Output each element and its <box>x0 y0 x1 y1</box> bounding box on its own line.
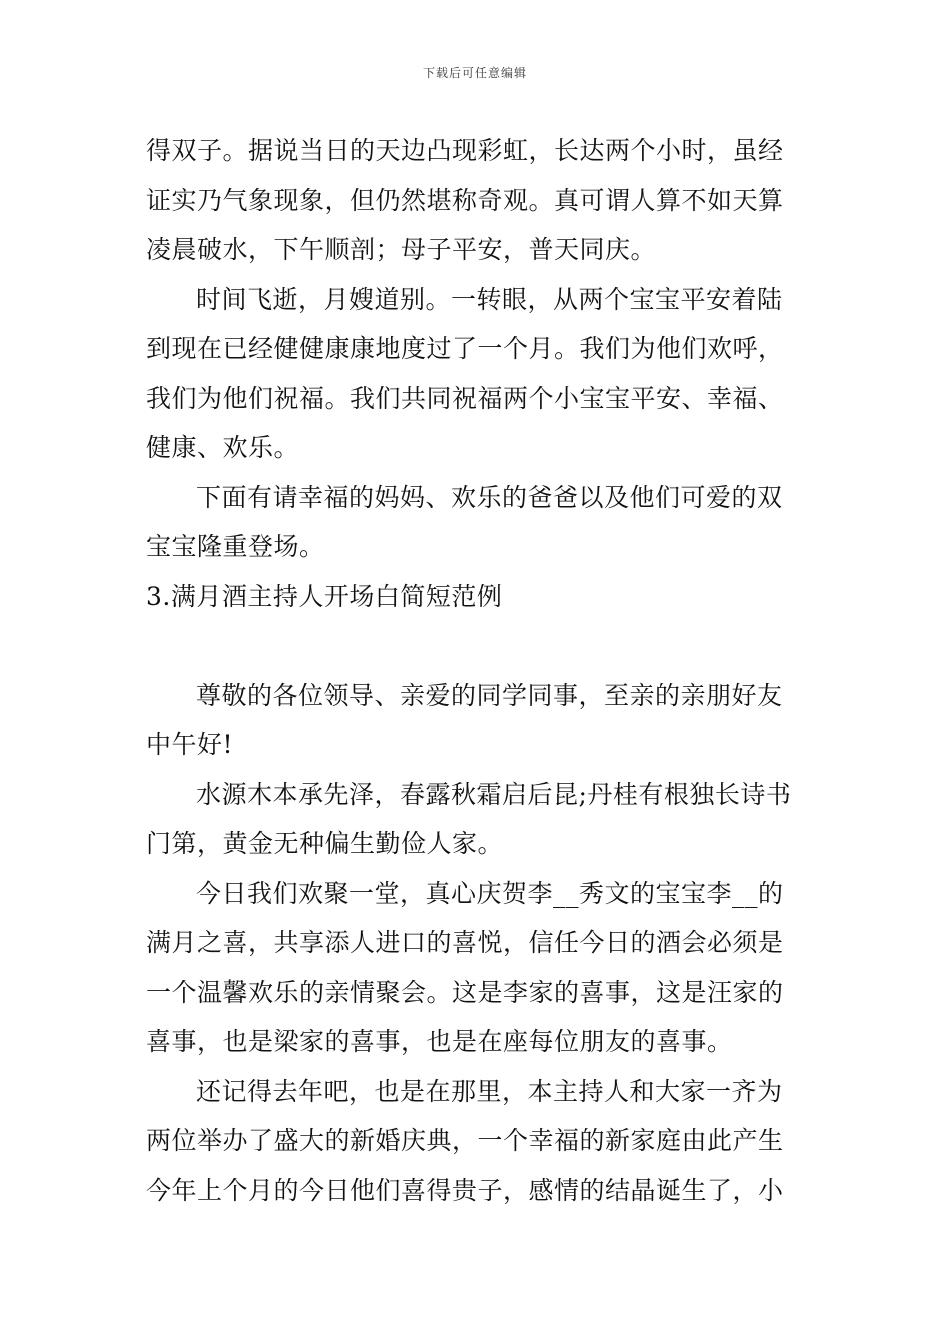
text-line: 到现在已经健健康康地度过了一个月。我们为他们欢呼， <box>146 334 784 363</box>
text-line: 喜事，也是梁家的喜事，也是在座每位朋友的喜事。 <box>146 1027 733 1056</box>
text-line: 中午好! <box>146 730 234 759</box>
text-line: 健康、欢乐。 <box>146 433 300 462</box>
text-line: 门第，黄金无种偏生勤俭人家。 <box>146 829 504 858</box>
page-header-note: 下载后可任意编辑 <box>422 66 527 80</box>
text-line: 证实乃气象现象，但仍然堪称奇观。真可谓人算不如天算 <box>146 185 784 215</box>
text-line: 今年上个月的今日他们喜得贵子，感情的结晶诞生了，小 <box>146 1175 784 1205</box>
section-heading: 3.满月酒主持人开场白简短范例 <box>146 581 503 611</box>
text-line: 一个温馨欢乐的亲情聚会。这是李家的喜事，这是汪家的 <box>146 977 784 1007</box>
text-line: 得双子。据说当日的天边凸现彩虹，长达两个小时，虽经 <box>146 136 784 165</box>
paragraph-start-line: 时间飞逝，月嫂道别。一转眼，从两个宝宝平安着陆 <box>196 284 783 314</box>
paragraph-start-line: 还记得去年吧，也是在那里，本主持人和大家一齐为 <box>196 1076 783 1106</box>
paragraph-start-line: 尊敬的各位领导、亲爱的同学同事，至亲的亲朋好友 <box>196 680 783 710</box>
text-line: 宝宝隆重登场。 <box>146 532 325 561</box>
text-line: 两位举办了盛大的新婚庆典，一个幸福的新家庭由此产生 <box>146 1126 784 1155</box>
text-line: 满月之喜，共享添人进口的喜悦，信任今日的酒会必须是 <box>146 928 784 957</box>
paragraph-start-line: 今日我们欢聚一堂，真心庆贺李__秀文的宝宝李__的 <box>196 878 784 908</box>
document-body <box>146 126 810 1215</box>
paragraph-start-line: 下面有请幸福的妈妈、欢乐的爸爸以及他们可爱的双 <box>196 482 783 512</box>
blank-line <box>146 621 810 671</box>
text-line: 我们为他们祝福。我们共同祝福两个小宝宝平安、幸福、 <box>146 383 784 413</box>
text-line: 凌晨破水，下午顺剖；母子平安，普天同庆。 <box>146 235 657 264</box>
paragraph-start-line: 水源木本承先泽，春露秋霜启后昆;丹桂有根独长诗书 <box>196 779 792 809</box>
